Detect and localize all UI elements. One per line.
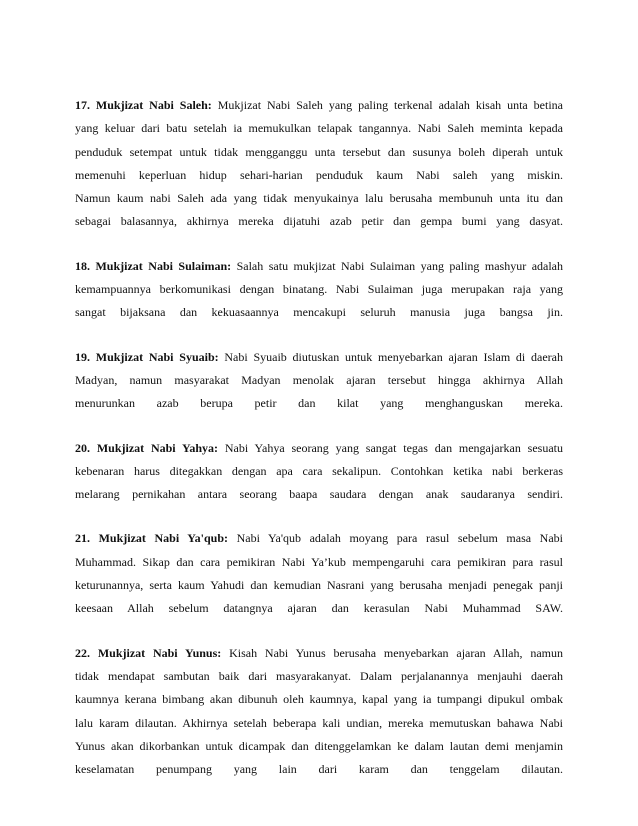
paragraph-line: keturunannya, serta kaum Yahudi dan kemudian Nasrani yang berusaha menjadi penegak panji xyxy=(75,578,563,593)
document-page xyxy=(75,94,563,803)
paragraph-line: sangat bijaksana dan kekuasaannya mencakupi seluruh manusia juga bangsa jin. xyxy=(75,305,563,320)
paragraph-mukjizat-nabi-syuaib xyxy=(75,346,563,416)
paragraph-line xyxy=(75,642,563,665)
paragraph-line xyxy=(75,527,563,550)
paragraph-line: keesaan Allah sebelum datangnya ajaran dan kerasulan Nabi Muhammad SAW. xyxy=(75,601,563,616)
paragraph-text: Salah satu mukjizat Nabi Sulaiman yang paling mashyur adalah xyxy=(231,258,564,273)
paragraph-text: Kisah Nabi Yunus berusaha menyebarkan ajaran Allah, namun xyxy=(221,645,563,660)
paragraph-line: menurunkan azab berupa petir dan kilat yang menghanguskan mereka. xyxy=(75,396,563,411)
paragraph-line: sebagai balasannya, akhirnya mereka dijatuhi azab petir dan gempa bumi yang dasyat. xyxy=(75,214,563,229)
paragraph-text: Nabi Yahya seorang yang sangat tegas dan mengajarkan sesuatu xyxy=(218,440,564,455)
paragraph-line xyxy=(75,94,563,117)
paragraph-line: Muhammad. Sikap dan cara pemikiran Nabi Ya’kub mempengaruhi cara pemikiran para rasul xyxy=(75,554,563,569)
paragraph-line: keselamatan penumpang yang lain dari karam dan tenggelam dilautan. xyxy=(75,762,563,777)
paragraph-line: Yunus akan dikorbankan untuk dicampak dan ditenggelamkan ke dalam lautan demi menjamin xyxy=(75,738,563,753)
paragraph-line: memenuhi keperluan hidup sehari-harian penduduk kaum Nabi saleh yang miskin. xyxy=(75,167,563,182)
paragraph-line: kaumnya kerana bimbang akan dibunuh oleh kaumnya, kapal yang ia tumpangi dipukul ombak xyxy=(75,692,563,707)
paragraph-line xyxy=(75,346,563,369)
paragraph-mukjizat-nabi-saleh xyxy=(75,94,563,234)
paragraph-line: lalu karam dilautan. Akhirnya setelah beberapa kali undian, mereka memutuskan bahawa Nabi xyxy=(75,715,563,730)
paragraph-heading: 21. Mukjizat Nabi Ya'qub: xyxy=(75,531,228,546)
paragraph-line: Madyan, namun masyarakat Madyan menolak ajaran tersebut hingga akhirnya Allah xyxy=(75,372,563,387)
paragraph-line xyxy=(75,437,563,460)
paragraph-mukjizat-nabi-sulaiman xyxy=(75,255,563,325)
paragraph-text: Nabi Ya'qub adalah moyang para rasul sebelum masa Nabi xyxy=(228,531,563,546)
paragraph-heading: 22. Mukjizat Nabi Yunus: xyxy=(75,645,222,660)
paragraph-mukjizat-nabi-yunus xyxy=(75,642,563,782)
paragraph-line: Namun kaum nabi Saleh ada yang tidak menyukainya lalu berusaha membunuh unta itu dan xyxy=(75,191,563,206)
paragraph-line: tidak mendapat sambutan baik dari masyarakanyat. Dalam perjalanannya menjauhi daerah xyxy=(75,668,563,683)
paragraph-text: Mukjizat Nabi Saleh yang paling terkenal adalah kisah unta betina xyxy=(211,98,563,112)
paragraph-mukjizat-nabi-yahya xyxy=(75,437,563,507)
paragraph-heading: 20. Mukjizat Nabi Yahya: xyxy=(75,440,219,455)
paragraph-line: kemampuannya berkomunikasi dengan binatang. Nabi Sulaiman juga merupakan raja yang xyxy=(75,282,563,297)
paragraph-heading: 19. Mukjizat Nabi Syuaib: xyxy=(75,349,219,364)
paragraph-line: kebenaran harus ditegakkan dengan apa cara sekalipun. Contohkan ketika nabi berkeras xyxy=(75,463,563,478)
paragraph-line: penduduk setempat untuk tidak mengganggu unta tersebut dan susunya boleh diperah untuk xyxy=(75,144,563,159)
paragraph-line: yang keluar dari batu setelah ia memukulkan telapak tangannya. Nabi Saleh meminta kepada xyxy=(75,121,563,136)
paragraph-heading: 17. Mukjizat Nabi Saleh: xyxy=(75,98,212,112)
paragraph-heading: 18. Mukjizat Nabi Sulaiman: xyxy=(75,258,232,273)
paragraph-mukjizat-nabi-yaqub xyxy=(75,527,563,620)
paragraph-line: melarang pernikahan antara seorang baapa saudara dengan anak saudaranya sendiri. xyxy=(75,487,563,502)
paragraph-line xyxy=(75,255,563,278)
paragraph-text: Nabi Syuaib diutuskan untuk menyebarkan ajaran Islam di daerah xyxy=(218,349,563,364)
